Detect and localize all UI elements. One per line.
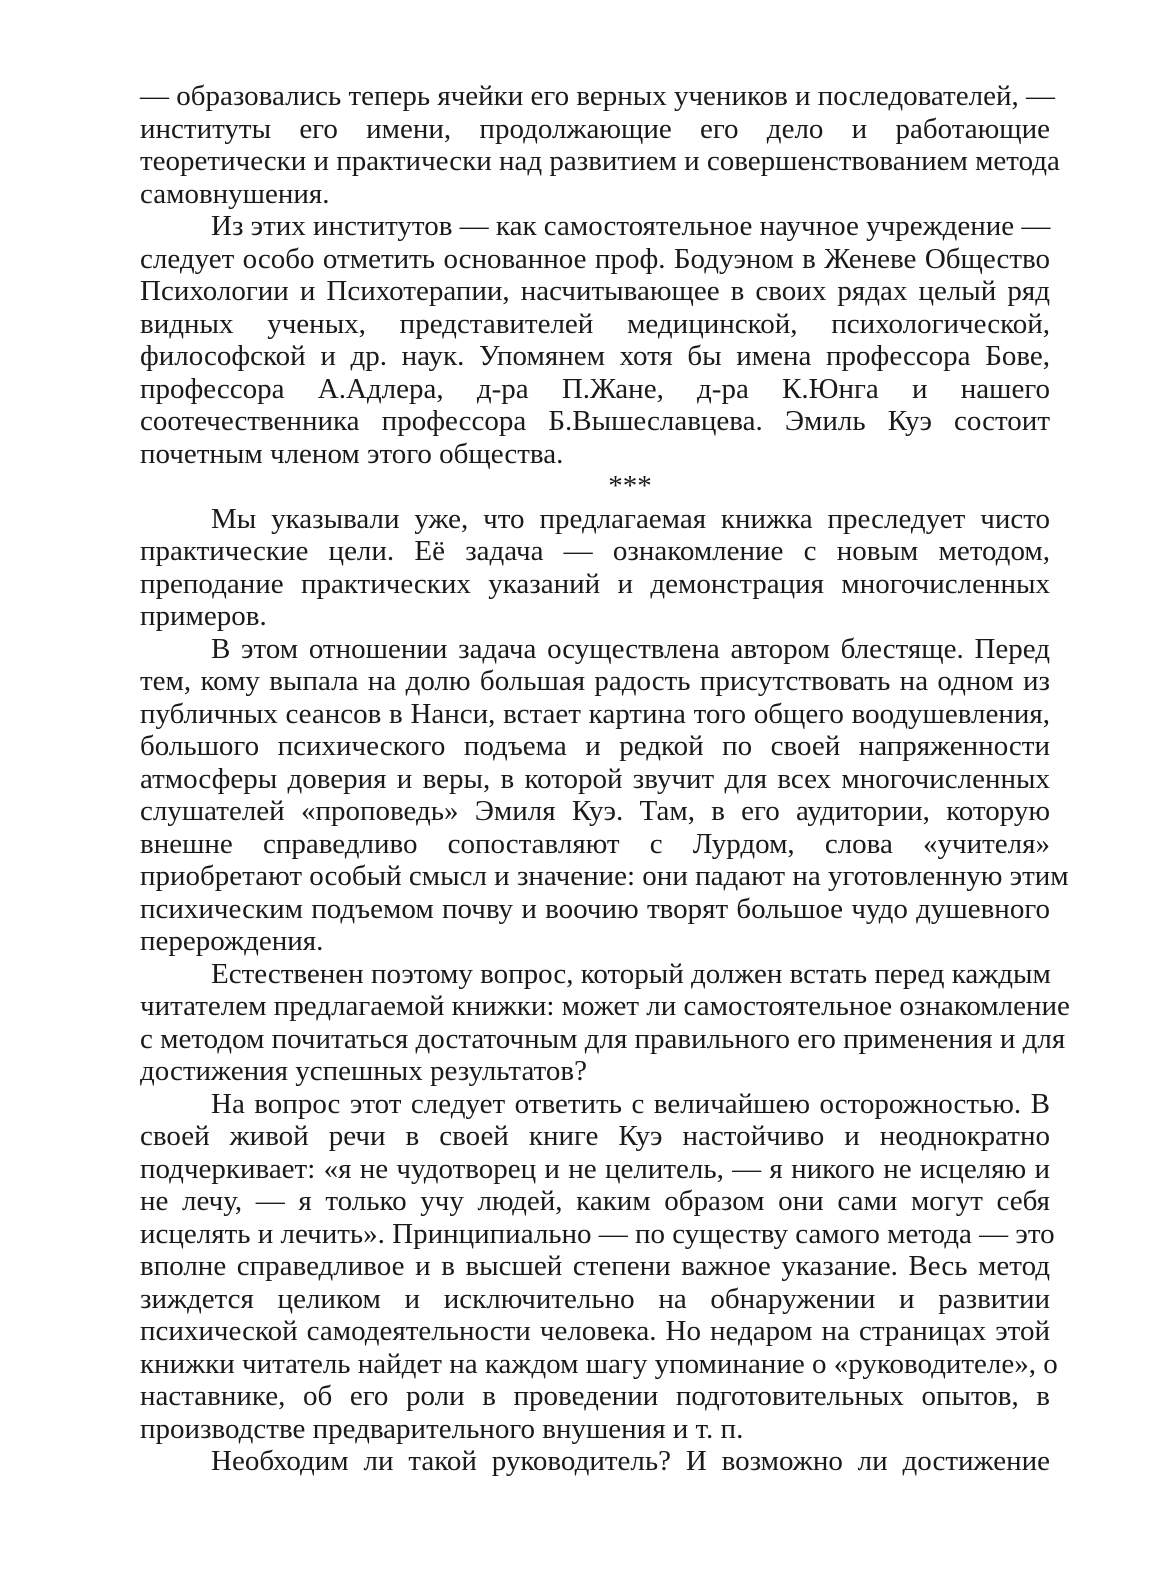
text-line: Психологии и Психотерапии, насчитывающее в своих рядах целый ряд	[140, 275, 1050, 307]
text-line: читателем предлагаемой книжки: может ли самостоятельное ознакомление	[140, 990, 1070, 1022]
text-line: наставнике, об его роли в проведении подготовительных опытов, в	[140, 1380, 1050, 1412]
text-line: преподание практических указаний и демонстрация многочисленных	[140, 567, 1050, 600]
text-line: достижения успешных результатов?	[140, 1055, 587, 1087]
text-line: публичных сеансов в Нанси, встает картина того общего воодушевления,	[140, 697, 1050, 730]
text-line: Необходим ли такой руководитель? И возможно ли достижение	[211, 1445, 1050, 1477]
separator-stars: ***	[608, 470, 652, 502]
text-line: Мы указывали уже, что предлагаемая книжка преследует чисто	[211, 502, 1050, 535]
text-line: большого психического подъема и редкой по своей напряженности	[140, 730, 1050, 762]
text-line: самовнушения.	[140, 177, 330, 210]
text-line: подчеркивает: «я не чудотворец и не целитель, — я никого не исцеляю и	[140, 1152, 1050, 1185]
text-line: слушателей «проповедь» Эмиля Куэ. Там, в его аудитории, которую	[140, 795, 1050, 827]
text-line: исцелять и лечить». Принципиально — по существу самого метода — это	[140, 1217, 1055, 1250]
text-line: В этом отношении задача осуществлена автором блестяще. Перед	[211, 632, 1050, 665]
text-line: На вопрос этот следует ответить с величайшею осторожностью. В	[211, 1087, 1050, 1120]
text-line: зиждется целиком и исключительно на обнаружении и развитии	[140, 1282, 1050, 1315]
text-line: Естественен поэтому вопрос, который должен встать перед каждым	[211, 957, 1051, 990]
text-line: следует особо отметить основанное проф. Бодуэном в Женеве Общество	[140, 242, 1050, 275]
text-line: с методом почитаться достаточным для правильного его применения и для	[140, 1022, 1066, 1055]
text-line: внешне справедливо сопоставляют с Лурдом, слова «учителя»	[140, 827, 1050, 860]
text-line: — образовались теперь ячейки его верных учеников и последователей, —	[140, 80, 1055, 112]
text-line: перерождения.	[140, 925, 324, 957]
text-line: Из этих институтов — как самостоятельное научное учреждение —	[211, 210, 1051, 242]
text-line: производстве предварительного внушения и т. п.	[140, 1412, 744, 1445]
text-line: философской и др. наук. Упомянем хотя бы имена профессора Бове,	[140, 340, 1050, 372]
text-line: примеров.	[140, 600, 267, 632]
text-line: профессора А.Адлера, д-ра П.Жане, д-ра К.Юнга и нашего	[140, 372, 1050, 405]
text-line: практические цели. Её задача — ознакомление с новым методом,	[140, 535, 1050, 567]
text-line: институты его имени, продолжающие его дело и работающие	[140, 112, 1050, 145]
text-line: тем, кому выпала на долю большая радость присутствовать на одном из	[140, 665, 1050, 697]
text-line: своей живой речи в своей книге Куэ настойчиво и неоднократно	[140, 1120, 1050, 1152]
text-line: не лечу, — я только учу людей, каким образом они сами могут себя	[140, 1185, 1050, 1217]
text-line: атмосферы доверия и веры, в которой звучит для всех многочисленных	[140, 762, 1050, 795]
text-line: почетным членом этого общества.	[140, 437, 564, 470]
text-line: видных ученых, представителей медицинской, психологической,	[140, 307, 1050, 340]
text-line: соотечественника профессора Б.Вышеславцева. Эмиль Куэ состоит	[140, 405, 1050, 437]
text-line: психическим подъемом почву и воочию творят большое чудо душевного	[140, 892, 1050, 925]
text-line: книжки читатель найдет на каждом шагу упоминание о «руководителе», о	[140, 1347, 1058, 1380]
text-line: психической самодеятельности человека. Но недаром на страницах этой	[140, 1315, 1050, 1347]
text-line: вполне справедливое и в высшей степени важное указание. Весь метод	[140, 1250, 1050, 1282]
text-line: приобретают особый смысл и значение: они падают на уготовленную этим	[140, 860, 1069, 892]
text-line: теоретически и практически над развитием и совершенствованием метода	[140, 145, 1060, 177]
